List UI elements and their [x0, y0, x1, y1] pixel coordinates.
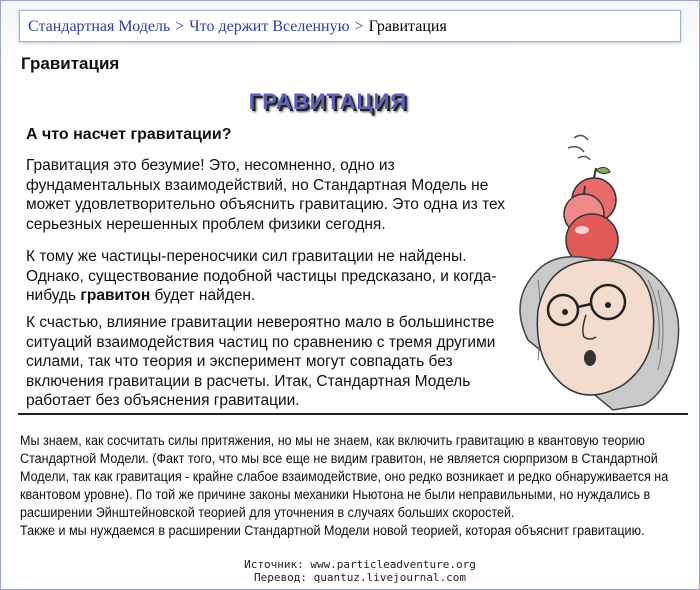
breadcrumb-separator: > [175, 18, 185, 35]
summary-text [20, 432, 684, 540]
title-banner: ГРАВИТАЦИЯ [248, 89, 408, 114]
paragraph-graviton [26, 247, 516, 306]
paragraph-text: К тому же частицы-переносчики сил гравитации не найдены. Однако, существование подобной частицы предсказано, и когда-нибудь [26, 248, 497, 304]
section-divider [18, 413, 688, 415]
credits [0, 558, 700, 584]
section-heading: А что насчет гравитации? [26, 126, 232, 143]
page-title: Гравитация [21, 54, 120, 73]
breadcrumb-link-what-holds-universe[interactable]: Что держит Вселенную [189, 18, 350, 35]
breadcrumb-current: Гравитация [368, 18, 447, 35]
breadcrumb-link-standard-model[interactable]: Стандартная Модель [28, 18, 171, 35]
credits-translation: Перевод: quantuz.livejournal.com [254, 571, 466, 584]
paragraph-text: будет найден. [150, 287, 256, 304]
graviton-term: гравитон [80, 287, 151, 304]
paragraph-gravity-madness: Гравитация это безумие! Это, несомненно, одно из фундаментальных взаимодействий, но Стандартная Модель не может удовлетворительно объяснить гравитацию. Это одна из тех серьезных нерешенных проблем физики сегодня. [26, 157, 506, 233]
breadcrumb-separator: > [354, 18, 364, 35]
newton-apples-head-icon [508, 130, 700, 415]
credits-source: Источник: www.particleadventure.org [244, 558, 476, 571]
summary-paragraph: Также и мы нуждаемся в расширении Стандартной Модели новой теорией, которая объяснит гравитацию. [20, 523, 645, 538]
summary-paragraph: Мы знаем, как сосчитать силы притяжения, но мы не знаем, как включить гравитацию в квантовую теорию Стандартной Модели. (Факт того, что мы все еще не видим гравитон, не является сюрпризом в Стандартной Модели, так как гравитация - крайне слабое взаимодействие, оно редко возникает и редко обнаруживается на квантовом уровне). По той же причине законы механики Ньютона не были неправильными, но нуждались в расширении Эйнштейновской теорией для уточнения в случаях больших скоростей. [20, 433, 669, 520]
breadcrumb [19, 10, 681, 42]
paragraph-luckily: К счастью, влияние гравитации невероятно мало в большинстве ситуаций взаимодействия частиц по сравнению с тремя другими силами, так что теория и эксперимент могут совпадать без включения гравитации в расчеты. Итак, Стандартная Модель работает без объяснения гравитации. [26, 314, 496, 409]
